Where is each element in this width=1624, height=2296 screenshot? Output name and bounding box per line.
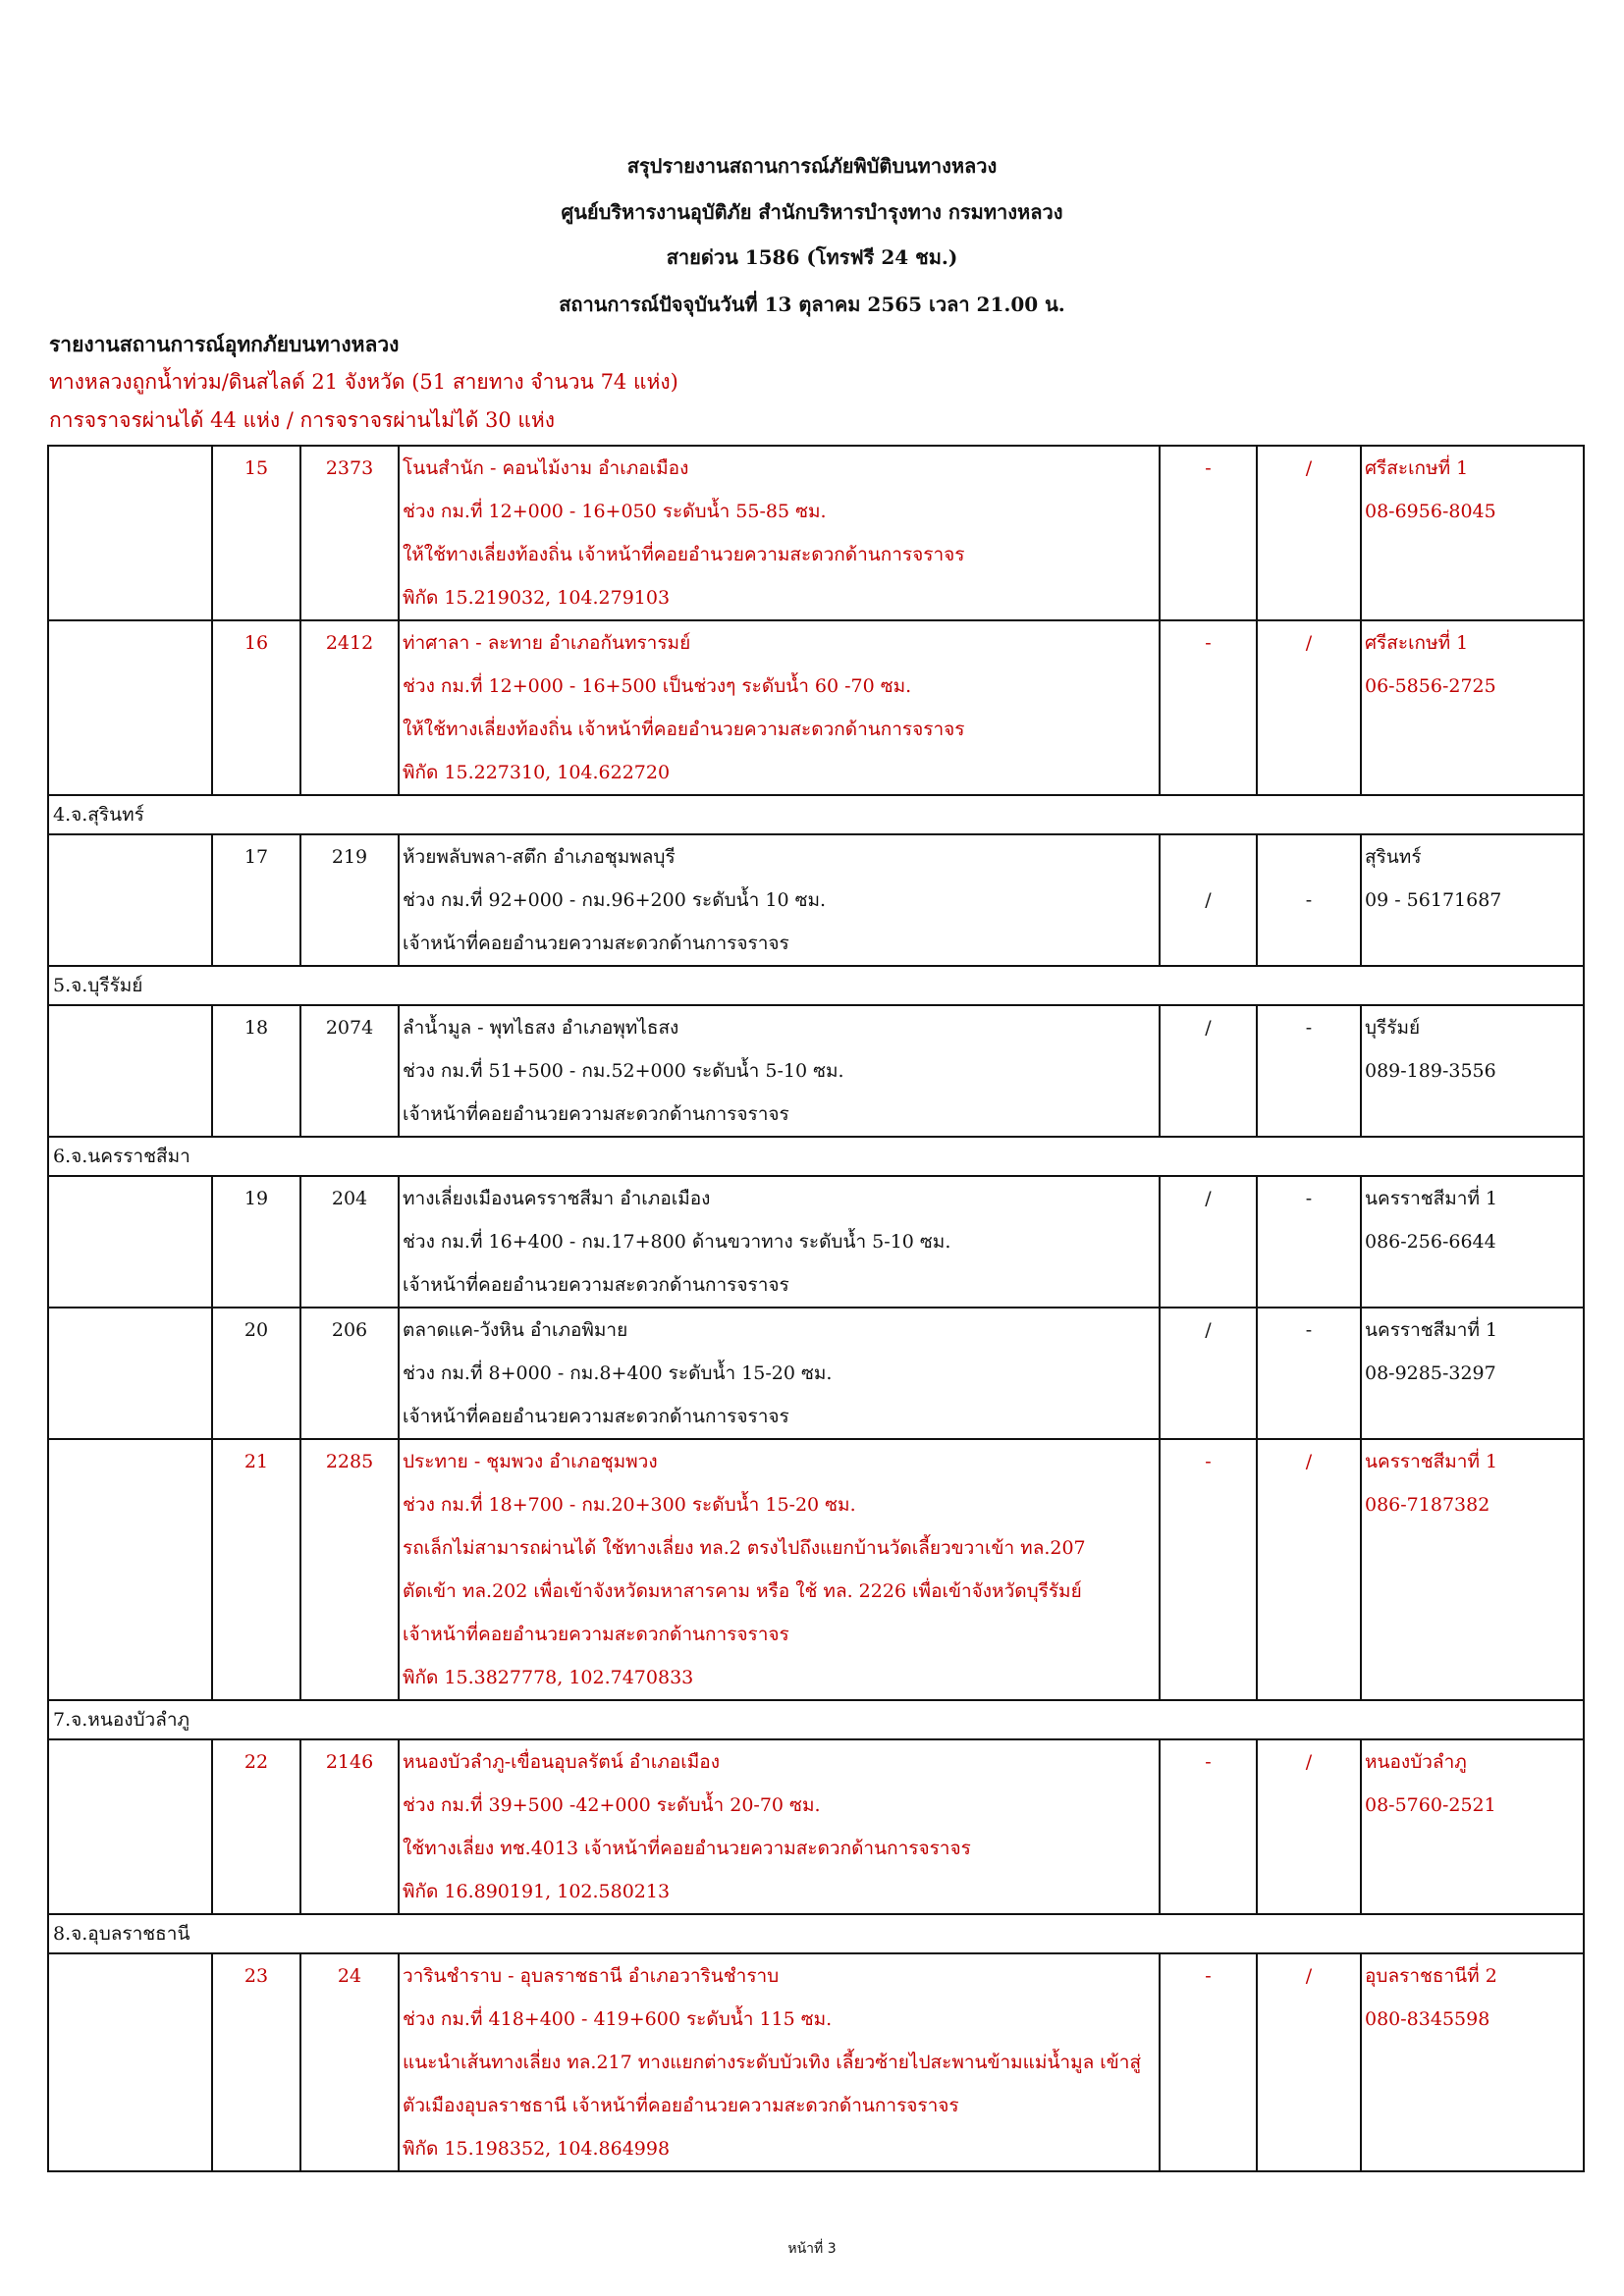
description-cell xyxy=(399,620,1160,795)
passable-status: - xyxy=(1205,632,1212,654)
impassable-status: - xyxy=(1305,1188,1313,1209)
description-line: เจ้าหน้าที่คอยอำนวยความสะดวกด้านการจราจร xyxy=(403,1624,789,1645)
blank-cell xyxy=(48,1739,212,1914)
description-line: ช่วง กม.ที่ 418+400 - 419+600 ระดับน้ำ 115 ซม. xyxy=(403,2008,833,2030)
passable-status: - xyxy=(1205,1751,1212,1773)
province-label: 4.จ.สุรินทร์ xyxy=(48,795,1584,834)
route-number-cell xyxy=(300,1005,399,1137)
blank-cell xyxy=(48,620,212,795)
passable-status-cell xyxy=(1160,1005,1257,1137)
impassable-status-cell xyxy=(1257,1953,1361,2171)
phone-number: 089-189-3556 xyxy=(1365,1060,1496,1082)
passable-status: / xyxy=(1205,1319,1212,1341)
table-row xyxy=(48,1176,1584,1308)
table-row xyxy=(48,620,1584,795)
impassable-status: - xyxy=(1305,1319,1313,1341)
description-cell xyxy=(399,446,1160,620)
route-number: 2373 xyxy=(325,457,374,479)
report-agency: ศูนย์บริหารงานอุบัติภัย สำนักบริหารบำรุงทาง กรมทางหลวง xyxy=(561,200,1063,224)
district-office: ศรีสะเกษที่ 1 xyxy=(1365,457,1469,479)
flood-summary: ทางหลวงถูกน้ำท่วม/ดินสไลด์ 21 จังหวัด (51 สายทาง จำนวน 74 แห่ง) xyxy=(49,370,678,394)
passable-status: - xyxy=(1205,1451,1212,1472)
flood-table xyxy=(47,445,1585,2172)
item-number-cell xyxy=(212,1739,300,1914)
contact-cell xyxy=(1361,834,1584,966)
item-number: 16 xyxy=(244,632,269,654)
description-line: ตัดเข้า ทล.202 เพื่อเข้าจังหวัดมหาสารคาม หรือ ใช้ ทล. 2226 เพื่อเข้าจังหวัดบุรีรัมย์ xyxy=(403,1580,1082,1602)
item-number: 20 xyxy=(244,1319,269,1341)
impassable-status-cell xyxy=(1257,446,1361,620)
passable-status-cell xyxy=(1160,1308,1257,1439)
description-line: เจ้าหน้าที่คอยอำนวยความสะดวกด้านการจราจร xyxy=(403,1274,789,1296)
contact-cell xyxy=(1361,1953,1584,2171)
province-header-row xyxy=(48,966,1584,1005)
description-line: พิกัด 15.3827778, 102.7470833 xyxy=(403,1667,694,1688)
item-number: 18 xyxy=(244,1017,269,1039)
item-number: 15 xyxy=(244,457,269,479)
description-cell xyxy=(399,1739,1160,1914)
section-title: รายงานสถานการณ์อุทกภัยบนทางหลวง xyxy=(49,332,400,356)
phone-number: 08-5760-2521 xyxy=(1365,1794,1496,1816)
table-row xyxy=(48,1308,1584,1439)
passable-status-cell xyxy=(1160,446,1257,620)
impassable-status-cell xyxy=(1257,1439,1361,1700)
passable-status-cell xyxy=(1160,1953,1257,2171)
province-label: 6.จ.นครราชสีมา xyxy=(48,1137,1584,1176)
district-office: บุรีรัมย์ xyxy=(1365,1017,1421,1039)
province-label: 5.จ.บุรีรัมย์ xyxy=(48,966,1584,1005)
description-line: ช่วง กม.ที่ 12+000 - 16+050 ระดับน้ำ 55-85 ซม. xyxy=(403,501,827,522)
passable-status-cell xyxy=(1160,620,1257,795)
passable-status: / xyxy=(1205,1188,1212,1209)
description-line: ทางเลี่ยงเมืองนครราชสีมา อำเภอเมือง xyxy=(403,1188,711,1209)
route-number: 24 xyxy=(337,1965,362,1987)
contact-cell xyxy=(1361,1439,1584,1700)
table-row xyxy=(48,1005,1584,1137)
blank-cell xyxy=(48,1439,212,1700)
item-number-cell xyxy=(212,1953,300,2171)
route-number-cell xyxy=(300,1439,399,1700)
description-line: ช่วง กม.ที่ 16+400 - กม.17+800 ด้านขวาทาง ระดับน้ำ 5-10 ซม. xyxy=(403,1231,951,1253)
description-cell xyxy=(399,834,1160,966)
phone-number: 086-256-6644 xyxy=(1365,1231,1496,1253)
description-cell xyxy=(399,1439,1160,1700)
route-number-cell xyxy=(300,1308,399,1439)
route-number-cell xyxy=(300,446,399,620)
route-number: 219 xyxy=(331,846,368,868)
table-row xyxy=(48,446,1584,620)
description-line: ช่วง กม.ที่ 39+500 -42+000 ระดับน้ำ 20-70 ซม. xyxy=(403,1794,821,1816)
description-cell xyxy=(399,1308,1160,1439)
impassable-status: - xyxy=(1305,1017,1313,1039)
province-label: 7.จ.หนองบัวลำภู xyxy=(48,1700,1584,1739)
description-line: โนนสำนัก - คอนไม้งาม อำเภอเมือง xyxy=(403,457,689,479)
passable-status: - xyxy=(1205,457,1212,479)
description-line: หนองบัวลำภู-เขื่อนอุบลรัตน์ อำเภอเมือง xyxy=(403,1751,720,1773)
phone-number: 080-8345598 xyxy=(1365,2008,1490,2030)
province-header-row xyxy=(48,1914,1584,1953)
route-number: 206 xyxy=(331,1319,368,1341)
phone-number: 08-6956-8045 xyxy=(1365,501,1496,522)
description-line: พิกัด 15.227310, 104.622720 xyxy=(403,762,671,783)
route-number-cell xyxy=(300,1953,399,2171)
route-number-cell xyxy=(300,620,399,795)
description-line: เจ้าหน้าที่คอยอำนวยความสะดวกด้านการจราจร xyxy=(403,933,789,954)
phone-number: 06-5856-2725 xyxy=(1365,675,1496,697)
item-number-cell xyxy=(212,834,300,966)
table-row xyxy=(48,834,1584,966)
impassable-status: / xyxy=(1305,1965,1313,1987)
description-line: ท่าศาลา - ละทาย อำเภอกันทรารมย์ xyxy=(403,632,691,654)
phone-number: 086-7187382 xyxy=(1365,1494,1490,1516)
passable-status-cell xyxy=(1160,1439,1257,1700)
contact-cell xyxy=(1361,1308,1584,1439)
route-number: 2285 xyxy=(325,1451,374,1472)
impassable-status-cell xyxy=(1257,1005,1361,1137)
item-number: 17 xyxy=(244,846,269,868)
item-number-cell xyxy=(212,1439,300,1700)
item-number-cell xyxy=(212,1308,300,1439)
contact-cell xyxy=(1361,446,1584,620)
item-number-cell xyxy=(212,620,300,795)
passable-status-cell xyxy=(1160,1739,1257,1914)
description-line: พิกัด 15.219032, 104.279103 xyxy=(403,587,671,609)
report-title: สรุปรายงานสถานการณ์ภัยพิบัติบนทางหลวง xyxy=(626,154,998,178)
passable-status: / xyxy=(1205,1017,1212,1039)
description-line: เจ้าหน้าที่คอยอำนวยความสะดวกด้านการจราจร xyxy=(403,1103,789,1125)
item-number: 23 xyxy=(244,1965,269,1987)
route-number-cell xyxy=(300,1739,399,1914)
impassable-status-cell xyxy=(1257,1308,1361,1439)
contact-cell xyxy=(1361,1739,1584,1914)
report-hotline: สายด่วน 1586 (โทรฟรี 24 ชม.) xyxy=(666,245,958,269)
description-line: ประทาย - ชุมพวง อำเภอชุมพวง xyxy=(403,1451,658,1472)
impassable-status-cell xyxy=(1257,1739,1361,1914)
page-number: หน้าที่ 3 xyxy=(787,2241,837,2257)
province-header-row xyxy=(48,795,1584,834)
impassable-status: / xyxy=(1305,632,1313,654)
impassable-status: / xyxy=(1305,1751,1313,1773)
district-office: นครราชสีมาที่ 1 xyxy=(1365,1319,1498,1341)
description-line: ช่วง กม.ที่ 8+000 - กม.8+400 ระดับน้ำ 15-20 ซม. xyxy=(403,1362,833,1384)
item-number-cell xyxy=(212,1176,300,1308)
blank-cell xyxy=(48,834,212,966)
district-office: ศรีสะเกษที่ 1 xyxy=(1365,632,1469,654)
impassable-status: - xyxy=(1305,889,1313,911)
impassable-status: / xyxy=(1305,1451,1313,1472)
report-datetime: สถานการณ์ปัจจุบันวันที่ 13 ตุลาคม 2565 เวลา 21.00 น. xyxy=(559,293,1065,316)
contact-cell xyxy=(1361,620,1584,795)
description-line: ลำน้ำมูล - พุทไธสง อำเภอพุทไธสง xyxy=(403,1017,679,1039)
province-label: 8.จ.อุบลราชธานี xyxy=(48,1914,1584,1953)
impassable-status: / xyxy=(1305,457,1313,479)
item-number-cell xyxy=(212,1005,300,1137)
route-number: 2074 xyxy=(325,1017,374,1039)
description-cell xyxy=(399,1953,1160,2171)
item-number: 21 xyxy=(244,1451,269,1472)
phone-number: 09 - 56171687 xyxy=(1365,889,1502,911)
description-line: ห้วยพลับพลา-สตึก อำเภอชุมพลบุรี xyxy=(403,846,676,868)
district-office: นครราชสีมาที่ 1 xyxy=(1365,1188,1498,1209)
phone-number: 08-9285-3297 xyxy=(1365,1362,1496,1384)
province-header-row xyxy=(48,1700,1584,1739)
province-header-row xyxy=(48,1137,1584,1176)
description-line: พิกัด 16.890191, 102.580213 xyxy=(403,1881,671,1902)
traffic-summary: การจราจรผ่านได้ 44 แห่ง / การจราจรผ่านไม่ได้ 30 แห่ง xyxy=(49,408,556,432)
description-line: ช่วง กม.ที่ 92+000 - กม.96+200 ระดับน้ำ 10 ซม. xyxy=(403,889,827,911)
blank-cell xyxy=(48,1005,212,1137)
description-line: พิกัด 15.198352, 104.864998 xyxy=(403,2138,671,2160)
table-row xyxy=(48,1439,1584,1700)
impassable-status-cell xyxy=(1257,620,1361,795)
blank-cell xyxy=(48,1176,212,1308)
blank-cell xyxy=(48,1308,212,1439)
passable-status: - xyxy=(1205,1965,1212,1987)
description-line: ตัวเมืองอุบลราชธานี เจ้าหน้าที่คอยอำนวยความสะดวกด้านการจราจร xyxy=(403,2095,959,2116)
description-line: วารินชำราบ - อุบลราชธานี อำเภอวารินชำราบ xyxy=(403,1965,780,1987)
passable-status-cell xyxy=(1160,834,1257,966)
passable-status: / xyxy=(1205,889,1212,911)
description-cell xyxy=(399,1005,1160,1137)
description-line: ให้ใช้ทางเลี่ยงท้องถิ่น เจ้าหน้าที่คอยอำนวยความสะดวกด้านการจราจร xyxy=(403,719,965,740)
route-number: 2412 xyxy=(325,632,374,654)
description-line: ตลาดแค-วังหิน อำเภอพิมาย xyxy=(403,1319,628,1341)
item-number: 19 xyxy=(244,1188,269,1209)
district-office: นครราชสีมาที่ 1 xyxy=(1365,1451,1498,1472)
description-line: ช่วง กม.ที่ 51+500 - กม.52+000 ระดับน้ำ 5-10 ซม. xyxy=(403,1060,844,1082)
contact-cell xyxy=(1361,1176,1584,1308)
district-office: อุบลราชธานีที่ 2 xyxy=(1365,1965,1497,1987)
description-line: ช่วง กม.ที่ 18+700 - กม.20+300 ระดับน้ำ 15-20 ซม. xyxy=(403,1494,856,1516)
table-row xyxy=(48,1739,1584,1914)
contact-cell xyxy=(1361,1005,1584,1137)
table-row xyxy=(48,1953,1584,2171)
route-number: 2146 xyxy=(325,1751,374,1773)
description-cell xyxy=(399,1176,1160,1308)
item-number-cell xyxy=(212,446,300,620)
passable-status-cell xyxy=(1160,1176,1257,1308)
item-number: 22 xyxy=(244,1751,269,1773)
description-line: แนะนำเส้นทางเลี่ยง ทล.217 ทางแยกต่างระดับบัวเทิง เลี้ยวซ้ายไปสะพานข้ามแม่น้ำมูล เข้าสู่ xyxy=(403,2052,1142,2073)
description-line: เจ้าหน้าที่คอยอำนวยความสะดวกด้านการจราจร xyxy=(403,1406,789,1427)
description-line: ช่วง กม.ที่ 12+000 - 16+500 เป็นช่วงๆ ระดับน้ำ 60 -70 ซม. xyxy=(403,675,912,697)
route-number-cell xyxy=(300,834,399,966)
impassable-status-cell xyxy=(1257,834,1361,966)
impassable-status-cell xyxy=(1257,1176,1361,1308)
description-line: รถเล็กไม่สามารถผ่านได้ ใช้ทางเลี่ยง ทล.2 ตรงไปถึงแยกบ้านวัดเลี้ยวขวาเข้า ทล.207 xyxy=(403,1537,1086,1559)
blank-cell xyxy=(48,1953,212,2171)
route-number: 204 xyxy=(331,1188,368,1209)
description-line: ใช้ทางเลี่ยง ทช.4013 เจ้าหน้าที่คอยอำนวยความสะดวกด้านการจราจร xyxy=(403,1838,971,1859)
district-office: สุรินทร์ xyxy=(1365,846,1422,868)
route-number-cell xyxy=(300,1176,399,1308)
district-office: หนองบัวลำภู xyxy=(1365,1751,1467,1773)
description-line: ให้ใช้ทางเลี่ยงท้องถิ่น เจ้าหน้าที่คอยอำนวยความสะดวกด้านการจราจร xyxy=(403,544,965,565)
blank-cell xyxy=(48,446,212,620)
